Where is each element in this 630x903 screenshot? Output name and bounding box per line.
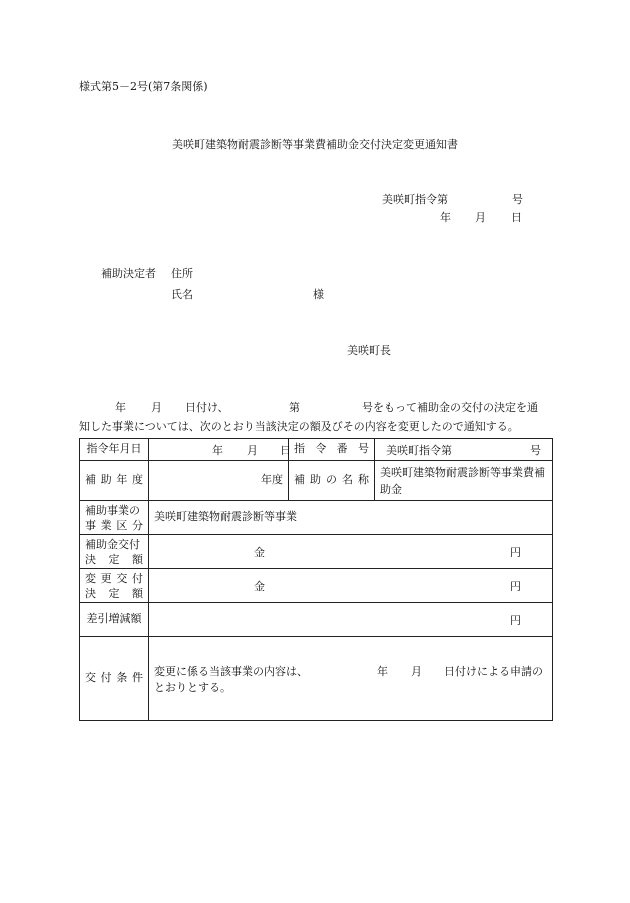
label-char: 業 (100, 518, 112, 532)
body-line1-tail: 号をもって補助金の交付の決定を通 (362, 401, 538, 414)
name-label: 氏名 (171, 288, 193, 301)
label-char: 事 (85, 518, 96, 532)
instruction-year: 年 (212, 443, 223, 457)
label-char: 度 (131, 473, 143, 487)
row-difference (80, 603, 553, 637)
label-char: 補 (294, 473, 305, 487)
document-title: 美咲町建築物耐震診断等事業費補助金交付決定変更通知書 (172, 138, 458, 151)
label-char: 番 (336, 442, 348, 456)
issue-ref-line (382, 194, 522, 205)
label-char: 額 (132, 586, 143, 600)
label-char: 付 (100, 671, 112, 685)
row-grant-amount (80, 535, 553, 569)
subsidy-name-label-cell (289, 461, 375, 501)
issue-ref-suffix: 号 (512, 193, 523, 206)
honorific: 様 (313, 288, 324, 301)
row-changed-amount (80, 569, 553, 603)
label-char: の (326, 473, 337, 487)
label-char: 助 (100, 473, 112, 487)
body-dai: 第 (289, 401, 300, 414)
sender: 美咲町長 (347, 344, 391, 357)
issue-ref-prefix: 美咲町指令第 (382, 193, 448, 206)
difference-label: 差引増減額 (80, 603, 149, 637)
conditions-value-cell (149, 637, 553, 721)
fiscal-year-value: 年度 (149, 461, 289, 501)
fiscal-year-label-cell (80, 461, 149, 501)
instruction-ref-prefix: 美咲町指令第 (386, 443, 452, 457)
row-fiscal-year (80, 461, 553, 501)
label-char: 変 (85, 571, 96, 585)
issue-day: 日 (511, 211, 522, 224)
grant-amount-label-line1: 補助金交付 (85, 537, 140, 551)
conditions-text-b: 日付けによる申請の (444, 665, 543, 678)
body-line-2: 知した事業については、次のとおり当該決定の額及びその内容を変更したので通知する。 (79, 420, 519, 433)
conditions-line-1 (154, 665, 547, 681)
issue-month: 月 (475, 211, 486, 224)
label-char: 称 (358, 473, 369, 487)
instruction-date-cell (149, 439, 289, 461)
label-char: 助 (310, 473, 321, 487)
instruction-ref-suffix: 号 (530, 443, 541, 457)
label-char: 交 (116, 571, 128, 585)
changed-amount-label-line2 (85, 586, 143, 601)
label-char: 分 (131, 518, 143, 532)
label-char: 条 (116, 671, 128, 685)
changed-amount-label-line1 (85, 571, 143, 586)
notice-table (79, 438, 553, 721)
label-char: 号 (357, 442, 369, 456)
body-line-1 (79, 398, 552, 417)
changed-amount-label-cell (80, 569, 149, 603)
conditions-label-cell (80, 637, 149, 721)
instruction-date-label: 指令年月日 (80, 439, 149, 461)
conditions-year: 年 (377, 665, 388, 678)
row-business-category (80, 501, 553, 535)
changed-amount-yen: 円 (510, 579, 521, 593)
label-char: 区 (116, 518, 128, 532)
label-char: 件 (131, 671, 143, 685)
subsidy-name-label (294, 473, 369, 488)
difference-yen: 円 (510, 613, 521, 627)
business-category-value: 美咲町建築物耐震診断等事業 (149, 501, 553, 535)
difference-value-cell (149, 603, 553, 637)
body-month: 月 (151, 401, 162, 414)
issue-year: 年 (440, 211, 451, 224)
conditions-text-c: とおりとする。 (154, 681, 231, 694)
recipient-label: 補助決定者 (101, 267, 156, 280)
label-char: 年 (116, 473, 128, 487)
instruction-number-label-cell (289, 439, 375, 461)
instruction-month: 月 (247, 443, 258, 457)
form-number: 様式第5－2号(第7条関係) (79, 80, 208, 93)
label-char: 決 (85, 552, 96, 566)
grant-amount-value-cell (149, 535, 553, 569)
business-category-label-cell (80, 501, 149, 535)
body-paragraph (79, 398, 552, 436)
label-char: 額 (132, 552, 143, 566)
conditions-month: 月 (411, 665, 422, 678)
label-char: 更 (100, 571, 112, 585)
label-char: 付 (131, 571, 143, 585)
conditions-label (85, 671, 143, 686)
label-char: 名 (342, 473, 353, 487)
label-char: 定 (108, 586, 120, 600)
body-year: 年 (115, 401, 126, 414)
business-category-label-line2 (85, 518, 143, 533)
body-date-suffix: 日付け、 (185, 401, 229, 414)
fiscal-year-label (85, 473, 143, 488)
changed-amount-value-cell (149, 569, 553, 603)
grant-amount-label-cell (80, 535, 149, 569)
changed-amount-kin: 金 (254, 579, 265, 593)
grant-amount-label-line2 (85, 552, 143, 567)
label-char: 補 (85, 473, 96, 487)
grant-amount-kin: 金 (254, 545, 265, 559)
instruction-number-cell (375, 439, 553, 461)
instruction-day: 日 (280, 443, 291, 457)
label-char: 定 (108, 552, 120, 566)
row-instruction-date (80, 439, 553, 461)
label-char: 交 (85, 671, 96, 685)
label-char: 決 (85, 586, 96, 600)
instruction-number-label (294, 442, 369, 457)
address-label: 住所 (171, 267, 193, 280)
grant-amount-yen: 円 (510, 545, 521, 559)
label-char: 指 (294, 442, 305, 456)
row-conditions (80, 637, 553, 721)
subsidy-name-value: 美咲町建築物耐震診断等事業費補助金 (375, 461, 553, 501)
business-category-label-line1: 補助事業の (85, 503, 140, 517)
conditions-text-a: 変更に係る当該事業の内容は、 (154, 665, 308, 678)
label-char: 令 (315, 442, 327, 456)
